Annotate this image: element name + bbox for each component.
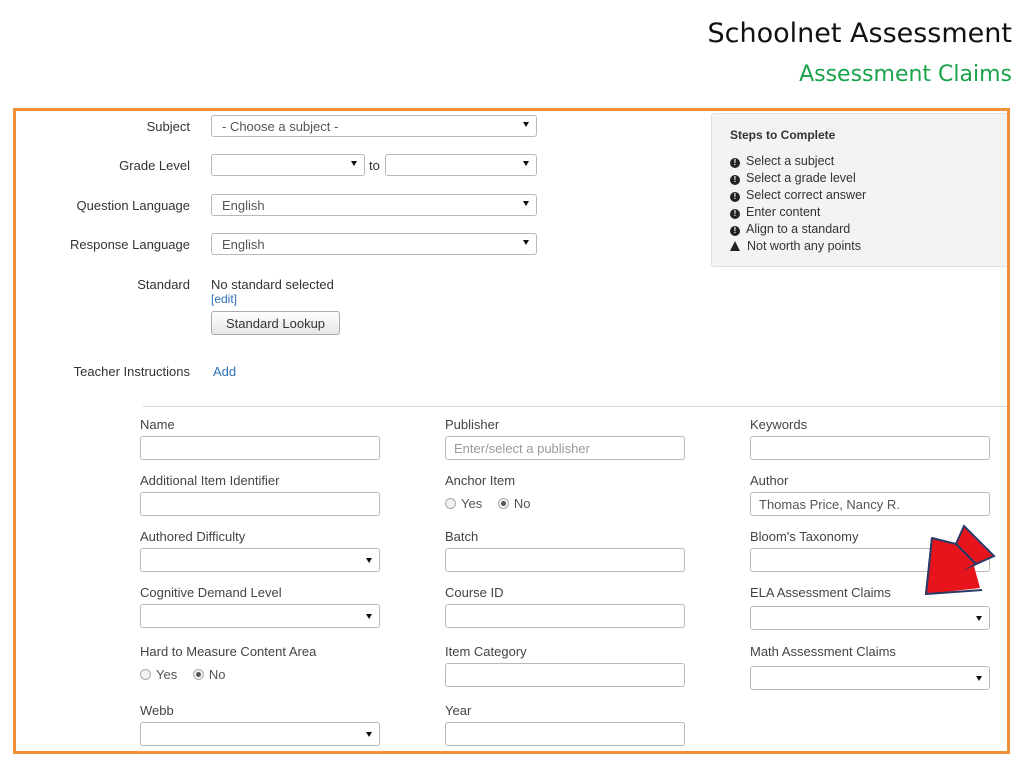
- response-language-select[interactable]: [211, 233, 537, 255]
- subject-label: Subject: [146, 119, 190, 134]
- ela-assessment-claims-label: ELA Assessment Claims: [750, 585, 891, 600]
- step-item: [730, 222, 850, 238]
- steps-title: Steps to Complete: [730, 128, 836, 142]
- name-label: Name: [140, 417, 175, 432]
- chevron-down-icon: [523, 240, 529, 245]
- teacher-instructions-label: Teacher Instructions: [73, 364, 190, 379]
- exclamation-circle-icon: !: [730, 175, 740, 185]
- cognitive-demand-level-label: Cognitive Demand Level: [140, 585, 282, 600]
- year-label: Year: [445, 703, 472, 718]
- additional-item-identifier-label: Additional Item Identifier: [140, 473, 280, 488]
- standard-label: Standard: [137, 277, 190, 292]
- standard-edit-link[interactable]: [edit]: [211, 292, 238, 306]
- warning-triangle-icon: [730, 241, 740, 251]
- anchor-item-radio-group: [445, 496, 530, 514]
- blooms-taxonomy-label: Bloom's Taxonomy: [750, 529, 859, 544]
- grade-level-label: Grade Level: [119, 158, 190, 173]
- course-id-label: Course ID: [445, 585, 504, 600]
- slide-title: Schoolnet Assessment: [707, 18, 1012, 49]
- exclamation-circle-icon: !: [730, 158, 740, 168]
- step-text: Select correct answer: [746, 188, 867, 202]
- exclamation-circle-icon: !: [730, 226, 740, 236]
- keywords-input[interactable]: [750, 436, 990, 460]
- question-language-label: Question Language: [76, 198, 190, 213]
- steps-to-complete-panel: [711, 113, 1010, 267]
- step-text: Select a subject: [746, 154, 835, 168]
- grade-from-select[interactable]: [211, 154, 365, 176]
- form-panel: [13, 108, 1010, 754]
- webb-label: Webb: [140, 703, 174, 718]
- section-divider: [143, 406, 1010, 407]
- step-item: [730, 171, 856, 187]
- author-input[interactable]: Thomas Price, Nancy R.: [750, 492, 990, 516]
- authored-difficulty-select[interactable]: [140, 548, 380, 572]
- subject-select[interactable]: [211, 115, 537, 137]
- step-item: [730, 188, 866, 204]
- step-text: Not worth any points: [747, 239, 861, 253]
- chevron-down-icon: [523, 161, 529, 166]
- step-item: [730, 239, 861, 255]
- anchor-item-label: Anchor Item: [445, 473, 516, 488]
- hard-to-measure-no-radio[interactable]: [193, 669, 204, 680]
- hard-to-measure-yes-radio[interactable]: [140, 669, 151, 680]
- slide-subtitle: Assessment Claims: [799, 62, 1012, 87]
- teacher-instructions-add-link[interactable]: Add: [213, 364, 237, 379]
- radio-label-yes: Yes: [461, 496, 483, 511]
- red-arrow-icon: [912, 520, 1002, 600]
- chevron-down-icon: [366, 732, 372, 737]
- exclamation-circle-icon: !: [730, 192, 740, 202]
- subject-select-value: - Choose a subject -: [222, 119, 339, 134]
- step-text: Enter content: [746, 205, 821, 219]
- grade-to-label: to: [369, 158, 380, 173]
- chevron-down-icon: [976, 616, 982, 621]
- ela-assessment-claims-select[interactable]: [750, 606, 990, 630]
- step-text: Select a grade level: [746, 171, 856, 185]
- name-input[interactable]: [140, 436, 380, 460]
- response-language-value: English: [222, 237, 265, 252]
- grade-to-select[interactable]: [385, 154, 537, 176]
- radio-label-no: No: [208, 667, 226, 682]
- chevron-down-icon: [366, 614, 372, 619]
- anchor-item-yes-radio[interactable]: [445, 498, 456, 509]
- exclamation-circle-icon: !: [730, 209, 740, 219]
- item-category-input[interactable]: [445, 663, 685, 687]
- question-language-value: English: [222, 198, 265, 213]
- question-language-select[interactable]: [211, 194, 537, 216]
- year-input[interactable]: [445, 722, 685, 746]
- response-language-label: Response Language: [70, 237, 190, 252]
- step-text: Align to a standard: [746, 222, 851, 236]
- authored-difficulty-label: Authored Difficulty: [140, 529, 246, 544]
- math-assessment-claims-select[interactable]: [750, 666, 990, 690]
- webb-select[interactable]: [140, 722, 380, 746]
- anchor-item-no-radio[interactable]: [498, 498, 509, 509]
- cognitive-demand-level-select[interactable]: [140, 604, 380, 628]
- chevron-down-icon: [523, 201, 529, 206]
- step-item: [730, 205, 820, 221]
- publisher-label: Publisher: [445, 417, 500, 432]
- standard-value: No standard selected: [211, 277, 334, 292]
- radio-label-no: No: [513, 496, 531, 511]
- chevron-down-icon: [523, 122, 529, 127]
- author-label: Author: [750, 473, 789, 488]
- batch-input[interactable]: [445, 548, 685, 572]
- hard-to-measure-radio-group: [140, 667, 225, 685]
- hard-to-measure-label: Hard to Measure Content Area: [140, 644, 317, 659]
- additional-item-identifier-input[interactable]: [140, 492, 380, 516]
- standard-lookup-button[interactable]: Standard Lookup: [211, 311, 340, 335]
- chevron-down-icon: [351, 161, 357, 166]
- course-id-input[interactable]: [445, 604, 685, 628]
- step-item: [730, 154, 834, 170]
- batch-label: Batch: [445, 529, 479, 544]
- publisher-input[interactable]: Enter/select a publisher: [445, 436, 685, 460]
- math-assessment-claims-label: Math Assessment Claims: [750, 644, 896, 659]
- item-category-label: Item Category: [445, 644, 527, 659]
- keywords-label: Keywords: [750, 417, 808, 432]
- chevron-down-icon: [976, 676, 982, 681]
- radio-label-yes: Yes: [156, 667, 178, 682]
- chevron-down-icon: [366, 558, 372, 563]
